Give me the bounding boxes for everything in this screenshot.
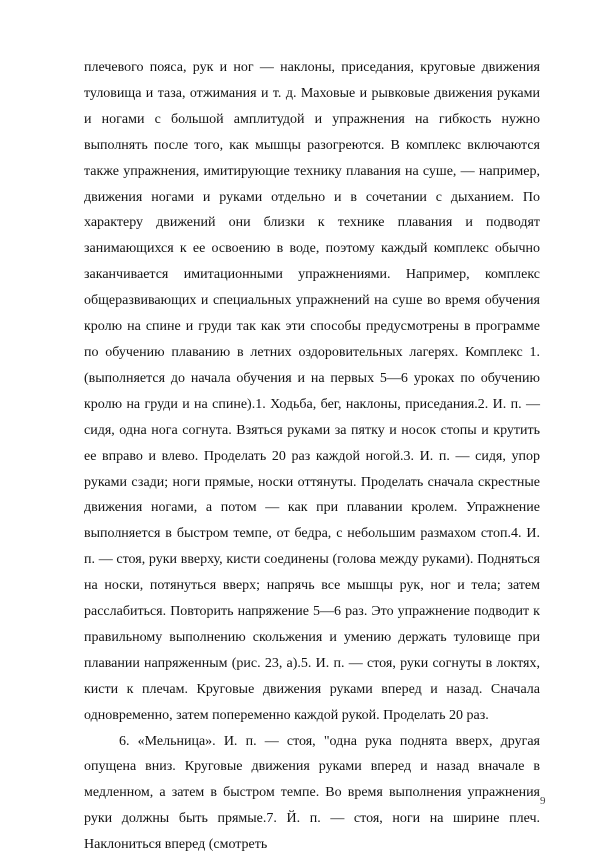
paragraph-exercise-6: 6. «Мельница». И. п. — стоя, "одна рука поднята вверх, другая опущена вниз. Круговые движения руками вперед и назад вначале в медленном, а затем в быстром темпе. Во время выполнения упражнения руки должны быть прямые.7. Й. п. — стоя, ноги на ширине плеч. Наклониться вперед (смотреть [84, 733, 540, 853]
page-number: 9 [540, 795, 546, 807]
paragraph-continued: плечевого пояса, рук и ног — наклоны, приседания, круговые движения туловища и таза, отжимания и т. д. Маховые и рывковые движения руками и ногами с большой амплитудой и упражнения на гибкость нужно выполнять после того, как мышцы разогреются. В комплекс включаются также упражнения, имитирующие технику плавания на суше, — например, движения ногами и руками отдельно и в сочетании с дыханием. По характеру движений они близки к технике плавания и подводят занимающихся к ее освоению в воде, поэтому каждый комплекс обычно заканчивается имитационными упражнениями. Например, комплекс общеразвивающих и специальных упражнений на суше во время обучения кролю на спине и груди так как эти способы предусмотрены в программе по обучению плаванию в летних оздоровительных лагерях. Комплекс 1. (выполняется до начала обучения и на первых 5—6 уроках по обучению кролю на груди и на спине).1. Ходьба, бег, наклоны, приседания.2. И. п. — сидя, одна нога согнута. Взяться руками за пятку и носок стопы и крутить ее вправо и влево. Проделать 20 раз каждой ногой.3. И. п. — сидя, упор руками сзади; ноги прямые, носки оттянуты. Проделать сначала скрестные движения ногами, а потом — как при плавании кролем. Упражнение выполняется в быстром темпе, от бедра, с небольшим размахом стоп.4. И. п. — стоя, руки вверху, кисти соединены (голова между руками). Подняться на носки, потянуться вверх; напрячь все мышцы рук, ног и тела; затем расслабиться. Повторить напряжение 5—6 раз. Это упражнение подводит к правильному выполнению скольжения и умению держать туловище при плавании напряженным (рис. 23, а).5. И. п. — стоя, руки согнуты в локтях, кисти к плечам. Круговые движения руками вперед и назад. Сначала одновременно, затем попеременно каждой рукой. Проделать 20 раз. [84, 60, 540, 723]
body-text [84, 55, 540, 858]
